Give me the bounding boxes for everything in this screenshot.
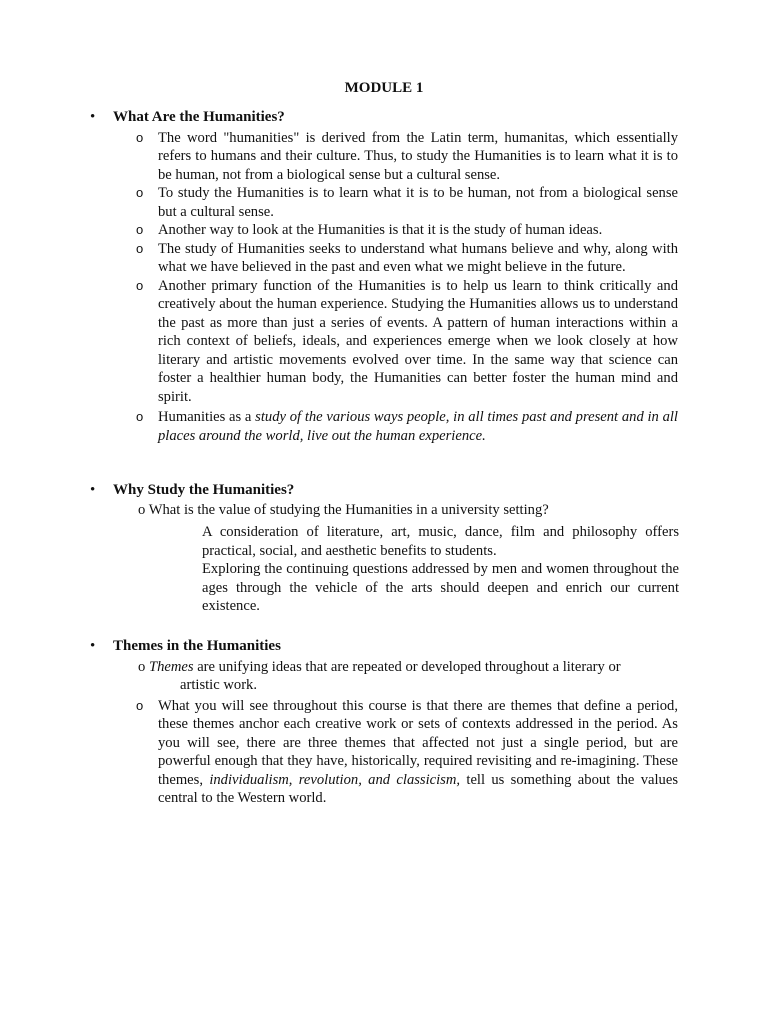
sub-marker: o — [138, 658, 146, 675]
definition-continuation: artistic work. — [180, 677, 258, 693]
sub-marker: o — [136, 222, 144, 237]
sub-marker: o — [136, 185, 144, 200]
item-text: The study of Humanities seeks to understand what humans believe and why, along with what we have believed in the past and even what we might believe in the future. — [158, 240, 678, 275]
sub-marker: o — [138, 501, 146, 518]
sub-marker: o — [136, 240, 144, 256]
item-text: Exploring the continuing questions addressed by men and women throughout the ages through the vehicle of the arts should deepen and enrich our current existence. — [202, 561, 679, 614]
list-item — [90, 560, 679, 616]
definition-text: are unifying ideas that are repeated or developed throughout a literary or — [193, 658, 621, 675]
definition-term: Themes — [148, 658, 194, 675]
question-item — [90, 501, 678, 520]
section-heading — [90, 637, 690, 656]
sub-marker: o — [136, 129, 144, 145]
item-text: Another way to look at the Humanities is that it is the study of human ideas. — [158, 222, 603, 238]
sub-marker: o — [136, 409, 144, 424]
item-text-end: tell us something about the values central to the Western world. — [158, 771, 679, 806]
section-what-are-humanities — [90, 108, 690, 445]
item-text: To study the Humanities is to learn what it is to be human, not from a biological sense but a cultural sense. — [158, 185, 678, 220]
page-title: MODULE 1 — [344, 80, 424, 96]
list-item — [90, 408, 678, 445]
sub-marker: o — [136, 277, 144, 293]
list-item — [90, 129, 678, 185]
list-item — [90, 221, 678, 240]
item-text: The word "humanities" is derived from the Latin term, humanitas, which essentially refers to humans and their culture. Thus, to study the Humanities is to learn what it is to be human, not from a biological sense but a cultural sense. — [158, 129, 678, 183]
item-text-start: What you will see throughout this course is that there are themes that define a period, these themes anchor each creative work or sets of contexts addressed in the period. As you will see, there are three themes that affected not just a single period, but are powerful enough that they have, historically, required revisiting and re-imagining. These themes, — [158, 697, 678, 788]
bullet-marker: • — [90, 482, 96, 498]
item-text: A consideration of literature, art, music, dance, film and philosophy offers practical, social, and aesthetic benefits to students. — [202, 524, 679, 559]
heading-text: Why Study the Humanities? — [113, 482, 295, 498]
list-item — [90, 523, 679, 560]
list-item — [90, 240, 678, 277]
list-item — [90, 697, 678, 808]
question-text: What is the value of studying the Humanities in a university setting? — [148, 501, 549, 518]
section-themes — [90, 637, 690, 808]
list-item — [90, 184, 678, 221]
list-item — [90, 277, 678, 407]
section-why-study — [90, 481, 690, 616]
item-text-italic: individualism, revolution, and classicism, — [209, 771, 461, 788]
heading-text: Themes in the Humanities — [113, 638, 281, 654]
item-text: Another primary function of the Humanities is to help us learn to think critically and creatively about the human experience. Studying the Humanities allows us to understand the past as more than just a series of events. A pattern of human interactions within a rich context of beliefs, ideals, and experiences emerge when we look closely at how literary and artistic movements evolved over time. In the same way that science can foster a healthier human body, the Humanities can better foster the human mind and spirit. — [158, 277, 678, 405]
bullet-marker: • — [90, 109, 96, 125]
item-text-italic: study of the various ways people, in all times past and present and in all places around the world, live out the human experience. — [158, 409, 678, 444]
section-heading — [90, 108, 690, 127]
item-text-prefix: Humanities as a — [158, 409, 256, 425]
section-heading — [90, 481, 690, 500]
sub-marker: o — [136, 697, 144, 713]
definition-item — [90, 658, 678, 695]
heading-text: What Are the Humanities? — [113, 109, 285, 125]
bullet-marker: • — [90, 638, 96, 654]
